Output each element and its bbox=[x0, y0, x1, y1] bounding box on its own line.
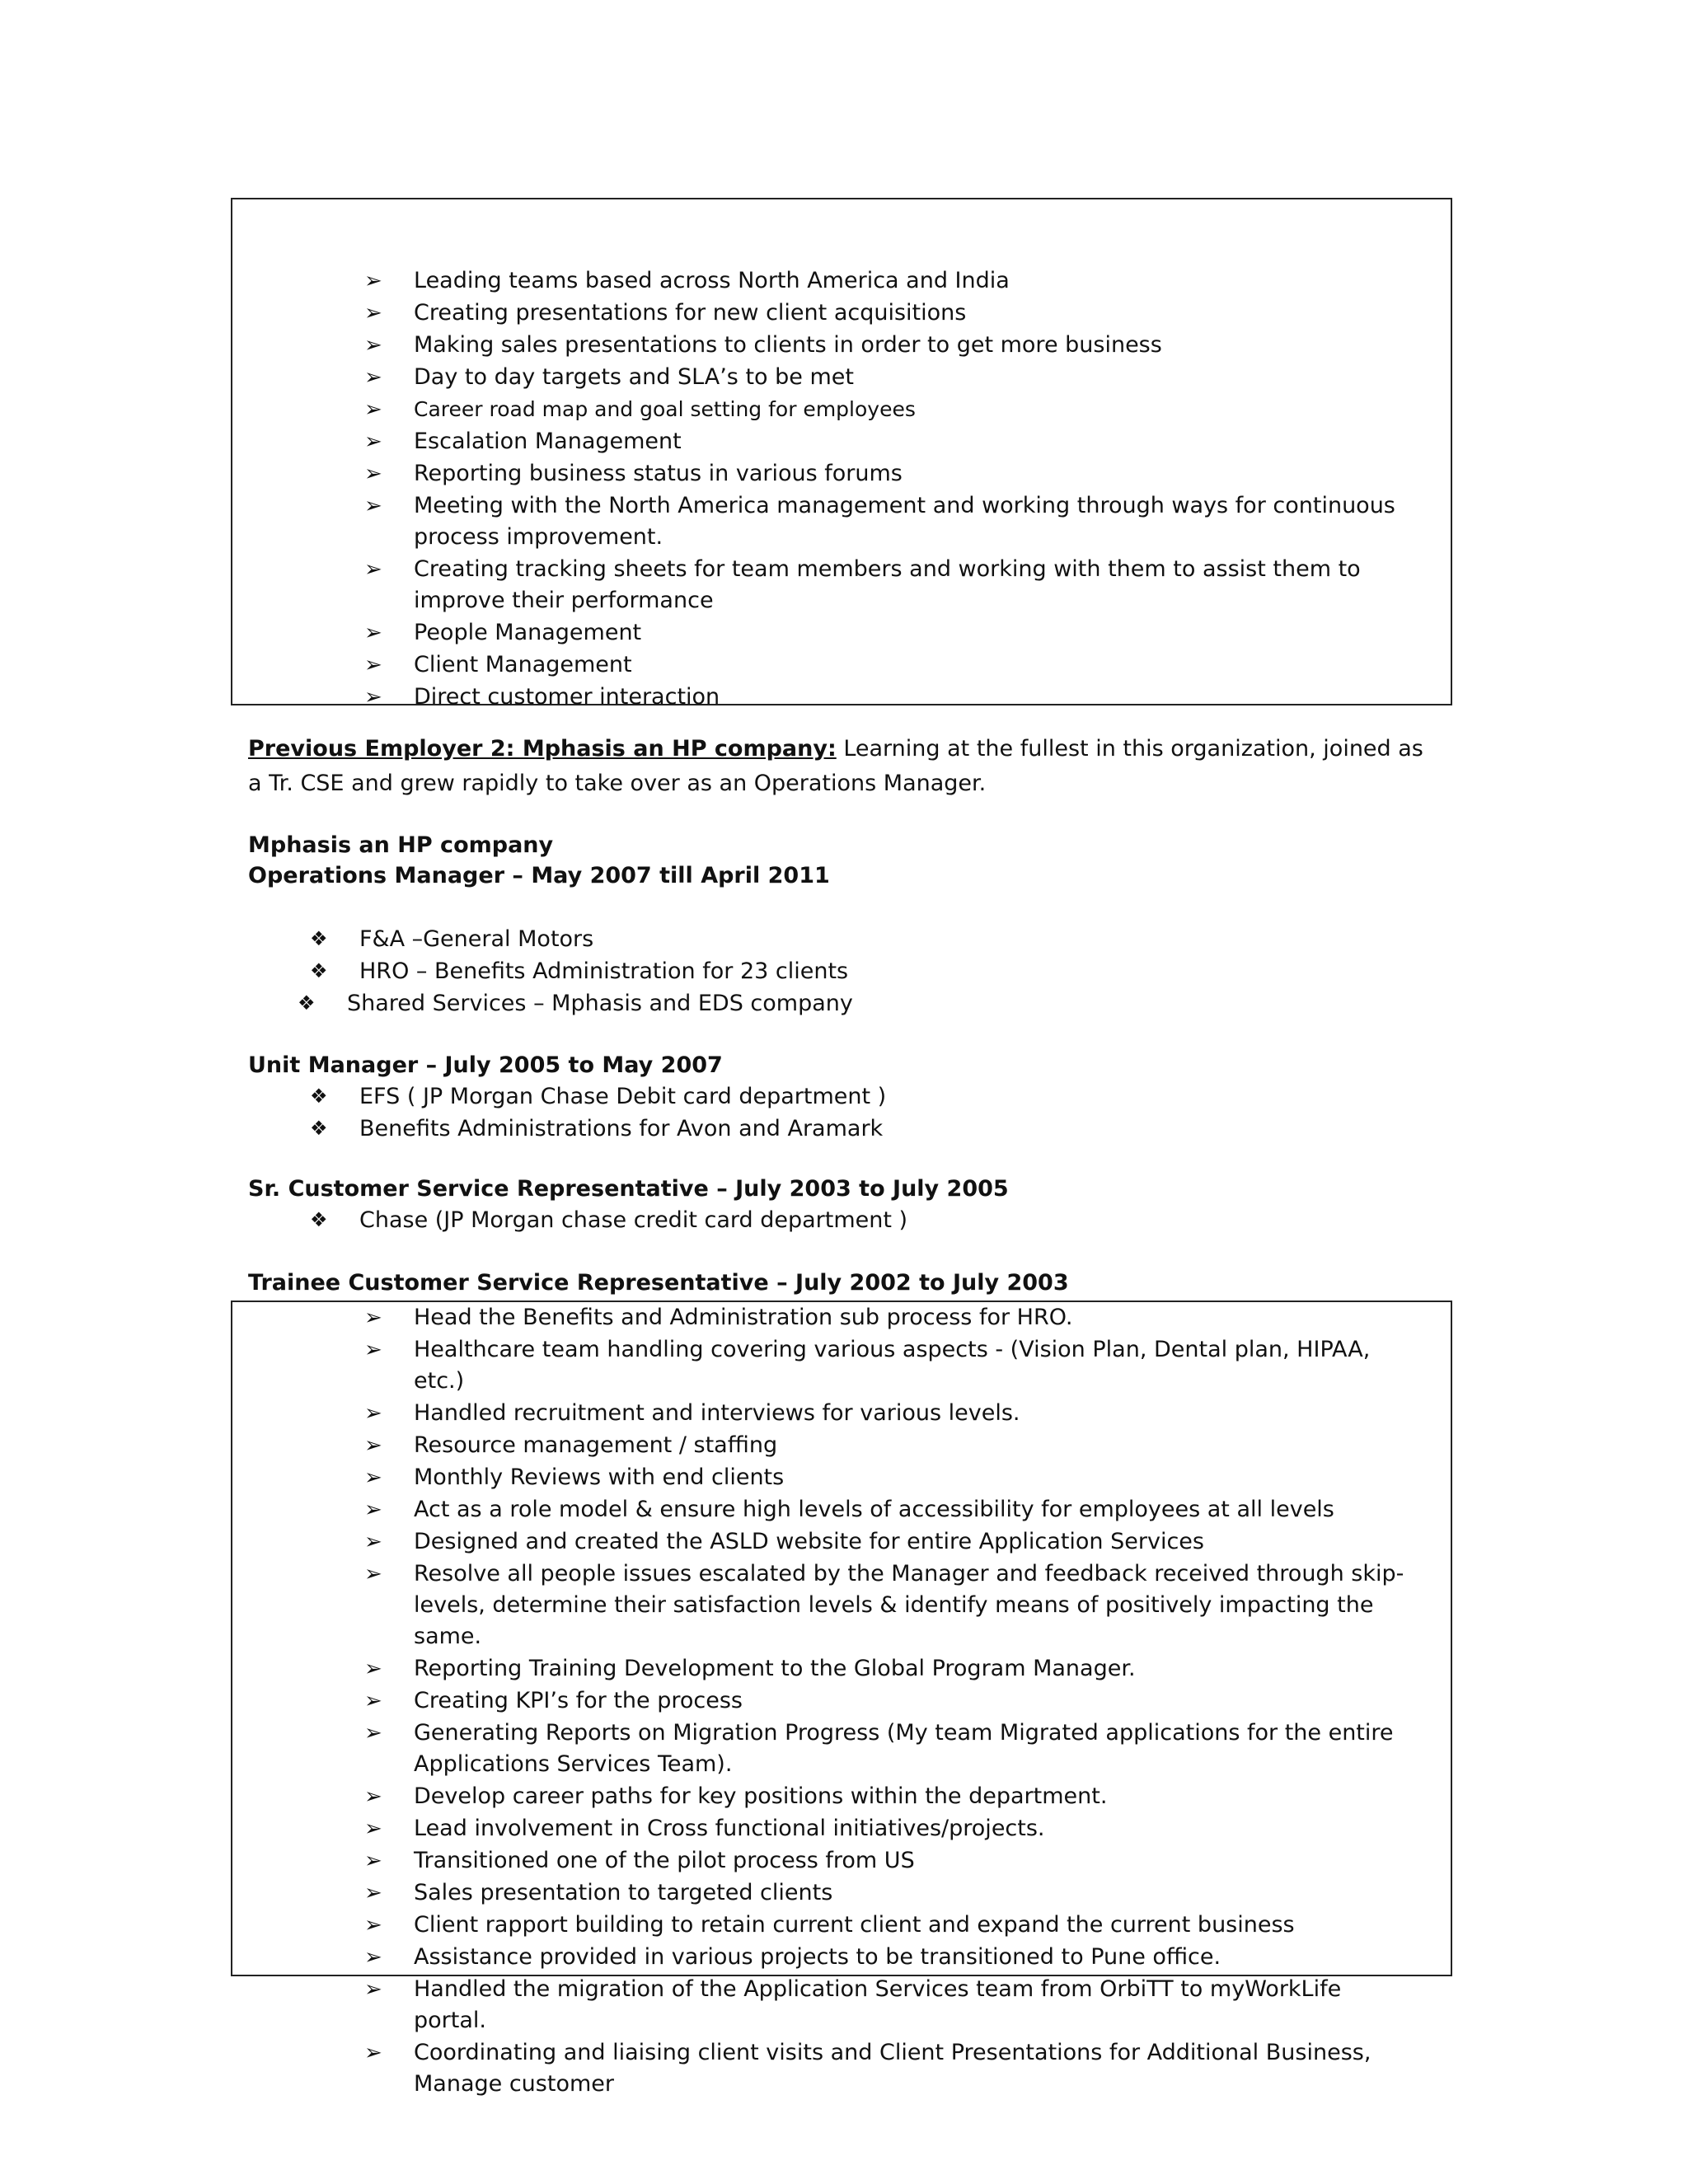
list-item: ➢ Reporting Training Development to the Global Program Manager. bbox=[298, 1653, 1418, 1685]
list-item: ➢ Day to day targets and SLA’s to be met bbox=[298, 362, 1418, 393]
list-item: ❖ Benefits Administrations for Avon and Aramark bbox=[248, 1113, 1320, 1145]
arrowhead-bullet-icon: ➢ bbox=[364, 333, 382, 358]
list-item: ➢ Head the Benefits and Administration sub process for HRO. bbox=[298, 1302, 1418, 1333]
list-item: ➢ Designed and created the ASLD website for entire Application Services bbox=[298, 1526, 1418, 1558]
diamond-bullet-icon: ❖ bbox=[310, 959, 328, 982]
arrowhead-bullet-icon: ➢ bbox=[364, 1881, 382, 1905]
arrowhead-bullet-icon: ➢ bbox=[364, 1497, 382, 1522]
list-item: ➢ Act as a role model & ensure high levels of accessibility for employees at all levels bbox=[298, 1494, 1418, 1526]
previous-employer-text: Learning at the fullest in this organization, joined as a Tr. CSE and grew rapidly to take over as an Operations Manager. bbox=[248, 736, 1423, 796]
arrowhead-bullet-icon: ➢ bbox=[364, 621, 382, 645]
arrowhead-bullet-icon: ➢ bbox=[364, 1945, 382, 1970]
list-item: ➢ Escalation Management bbox=[298, 426, 1418, 457]
list-item: ❖ F&A –General Motors bbox=[248, 923, 1320, 955]
list-item: ➢ Transitioned one of the pilot process from US bbox=[298, 1845, 1418, 1877]
list-item: ❖ Chase (JP Morgan chase credit card department ) bbox=[248, 1204, 1320, 1236]
arrowhead-bullet-icon: ➢ bbox=[364, 365, 382, 390]
list-item: ➢ Coordinating and liaising client visits and Client Presentations for Additional Business, Manage customer bbox=[298, 2037, 1418, 2100]
arrowhead-bullet-icon: ➢ bbox=[364, 1784, 382, 1809]
unit-manager-list bbox=[248, 1080, 1320, 1145]
arrowhead-bullet-icon: ➢ bbox=[364, 1338, 382, 1362]
arrowhead-bullet-icon: ➢ bbox=[364, 301, 382, 326]
role-title-trainee-csr: Trainee Customer Service Representative – July 2002 to July 2003 bbox=[248, 1270, 1069, 1296]
arrowhead-bullet-icon: ➢ bbox=[364, 685, 382, 710]
diamond-bullet-icon: ❖ bbox=[310, 1208, 328, 1231]
arrowhead-bullet-icon: ➢ bbox=[364, 1816, 382, 1841]
role-title-operations-manager: Operations Manager – May 2007 till April 2011 bbox=[248, 863, 830, 888]
list-item: ➢ Client rapport building to retain current client and expand the current business bbox=[298, 1910, 1418, 1941]
list-item: ➢ Resource management / staffing bbox=[298, 1430, 1418, 1461]
role-title-unit-manager: Unit Manager – July 2005 to May 2007 bbox=[248, 1052, 723, 1078]
diamond-bullet-icon: ❖ bbox=[298, 991, 316, 1015]
arrowhead-bullet-icon: ➢ bbox=[364, 1530, 382, 1554]
role-title-sr-csr: Sr. Customer Service Representative – July 2003 to July 2005 bbox=[248, 1176, 1009, 1202]
list-item: ➢ Client Management bbox=[298, 649, 1418, 681]
arrowhead-bullet-icon: ➢ bbox=[364, 462, 382, 486]
list-item: ➢ Reporting business status in various forums bbox=[298, 458, 1418, 490]
list-item: ➢ Generating Reports on Migration Progress (My team Migrated applications for the entire Applications Services Team). bbox=[298, 1718, 1418, 1780]
previous-employer-intro bbox=[248, 732, 1435, 801]
list-item: ➢ Creating presentations for new client acquisitions bbox=[298, 298, 1418, 329]
arrowhead-bullet-icon: ➢ bbox=[364, 494, 382, 518]
list-item: ❖ HRO – Benefits Administration for 23 clients bbox=[248, 955, 1320, 987]
list-item: ➢ Resolve all people issues escalated by the Manager and feedback received through skip-levels, determine their satisfaction levels & identify means of positively impacting the same. bbox=[298, 1558, 1418, 1652]
arrowhead-bullet-icon: ➢ bbox=[364, 1305, 382, 1330]
arrowhead-bullet-icon: ➢ bbox=[364, 1913, 382, 1938]
arrowhead-bullet-icon: ➢ bbox=[364, 397, 382, 422]
diamond-bullet-icon: ❖ bbox=[310, 927, 328, 950]
previous-employer-heading: Previous Employer 2: Mphasis an HP company: bbox=[248, 736, 837, 762]
list-item: ➢ Handled recruitment and interviews for various levels. bbox=[298, 1398, 1418, 1429]
sr-csr-list bbox=[248, 1204, 1320, 1236]
arrowhead-bullet-icon: ➢ bbox=[364, 269, 382, 293]
list-item: ➢ People Management bbox=[298, 617, 1418, 649]
arrowhead-bullet-icon: ➢ bbox=[364, 1433, 382, 1458]
arrowhead-bullet-icon: ➢ bbox=[364, 1562, 382, 1586]
list-item: ➢ Healthcare team handling covering various aspects - (Vision Plan, Dental plan, HIPAA, etc.) bbox=[298, 1334, 1418, 1397]
list-item: ➢ Creating tracking sheets for team members and working with them to assist them to improve their performance bbox=[298, 554, 1418, 616]
list-item: ➢ Assistance provided in various projects to be transitioned to Pune office. bbox=[298, 1942, 1418, 1973]
arrowhead-bullet-icon: ➢ bbox=[364, 1977, 382, 2002]
list-item: ➢ Leading teams based across North America and India bbox=[298, 265, 1418, 297]
arrowhead-bullet-icon: ➢ bbox=[364, 1689, 382, 1713]
responsibilities-box-top bbox=[231, 198, 1452, 710]
diamond-bullet-icon: ❖ bbox=[310, 1085, 328, 1108]
list-item: ➢ Develop career paths for key positions within the department. bbox=[298, 1781, 1418, 1812]
list-item: ➢ Lead involvement in Cross functional initiatives/projects. bbox=[298, 1813, 1418, 1844]
arrowhead-bullet-icon: ➢ bbox=[364, 1657, 382, 1681]
list-item: ➢ Monthly Reviews with end clients bbox=[298, 1462, 1418, 1493]
list-item: ➢ Sales presentation to targeted clients bbox=[298, 1877, 1418, 1909]
list-item: ➢ Meeting with the North America management and working through ways for continuous process improvement. bbox=[298, 490, 1418, 553]
arrowhead-bullet-icon: ➢ bbox=[364, 429, 382, 454]
list-item: ➢ Career road map and goal setting for employees bbox=[298, 394, 1418, 425]
responsibilities-box-bottom bbox=[231, 1301, 1452, 2097]
arrowhead-bullet-icon: ➢ bbox=[364, 653, 382, 677]
list-item: ➢ Handled the migration of the Application Services team from OrbiTT to myWorkLife portal. bbox=[298, 1974, 1418, 2036]
list-item: ➢ Direct customer interaction bbox=[298, 682, 1418, 713]
arrowhead-bullet-icon: ➢ bbox=[364, 2041, 382, 2065]
company-name: Mphasis an HP company bbox=[248, 832, 554, 858]
arrowhead-bullet-icon: ➢ bbox=[364, 1401, 382, 1426]
company-block bbox=[248, 830, 1435, 891]
list-item: ❖ EFS ( JP Morgan Chase Debit card department ) bbox=[248, 1080, 1320, 1113]
list-item: ❖ Shared Services – Mphasis and EDS company bbox=[248, 987, 1320, 1019]
list-item: ➢ Creating KPI’s for the process bbox=[298, 1685, 1418, 1717]
list-item: ➢ Making sales presentations to clients in order to get more business bbox=[298, 330, 1418, 361]
arrowhead-bullet-icon: ➢ bbox=[364, 1465, 382, 1490]
responsibilities-list-bottom bbox=[298, 1302, 1418, 2101]
arrowhead-bullet-icon: ➢ bbox=[364, 1721, 382, 1746]
diamond-bullet-icon: ❖ bbox=[310, 1117, 328, 1140]
arrowhead-bullet-icon: ➢ bbox=[364, 557, 382, 582]
operations-manager-list bbox=[248, 923, 1320, 1019]
arrowhead-bullet-icon: ➢ bbox=[364, 1849, 382, 1873]
responsibilities-list-top bbox=[298, 265, 1418, 714]
